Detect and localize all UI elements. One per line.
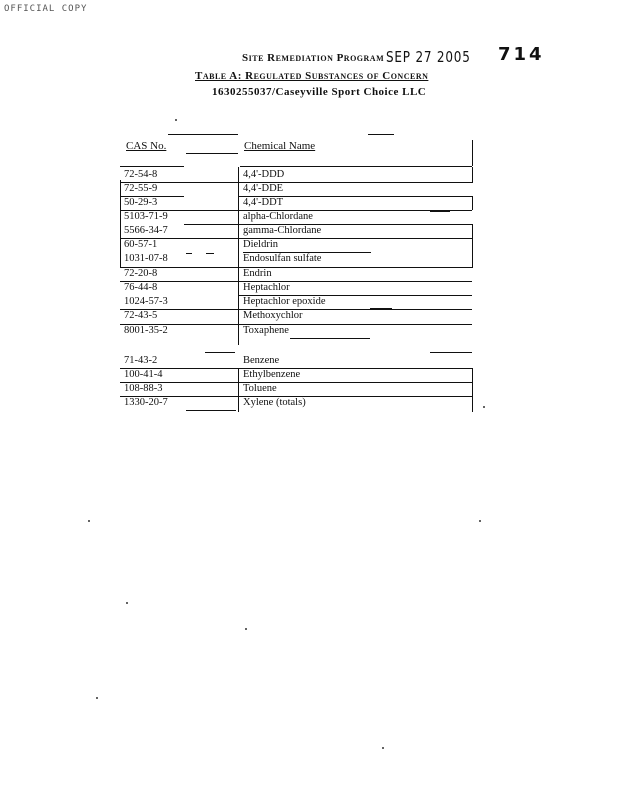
scan-speck [483,406,485,408]
cas-number: 72-55-9 [124,183,158,194]
table-title: Table A: Regulated Substances of Concern [195,70,429,82]
table-rule [120,166,184,167]
table-rule [186,410,236,411]
chemical-name: Endosulfan sulfate [243,253,322,264]
table-rule [430,352,472,353]
cas-number: 1330-20-7 [124,397,168,408]
program-title: Site Remediation Program [242,52,385,64]
cas-number: 72-54-8 [124,169,158,180]
chemical-name: Toxaphene [243,325,289,336]
cas-number: 100-41-4 [124,369,163,380]
table-rule [472,368,473,412]
table-rule [120,180,121,268]
table-rule [238,368,239,412]
cas-number: 8001-35-2 [124,325,168,336]
chemical-name: alpha-Chlordane [243,211,313,222]
table-rule [430,211,450,212]
scan-speck [88,520,90,522]
table-rule [120,182,472,183]
cas-number: 72-43-5 [124,310,158,321]
chemical-name: Xylene (totals) [243,397,306,408]
chemical-name: 4,4'-DDT [243,197,284,208]
table-rule [368,134,394,135]
scan-speck [126,602,128,604]
chemical-name: Endrin [243,268,272,279]
scan-speck [382,747,384,749]
cas-number: 1024-57-3 [124,296,168,307]
table-rule [472,224,473,268]
table-rule [472,167,473,183]
cas-number: 71-43-2 [124,355,158,366]
table-rule [120,382,472,383]
chemical-name: Dieldrin [243,239,278,250]
chemical-name: Heptachlor [243,282,290,293]
table-rule [472,196,473,210]
cas-number: 108-88-3 [124,383,163,394]
table-rule [168,134,238,135]
table-rule [120,324,472,325]
site-identifier: 1630255037/Caseyville Sport Choice LLC [212,86,427,98]
table-rule [184,224,238,225]
scan-speck [96,697,98,699]
chemical-name: Methoxychlor [243,310,303,321]
cas-number: 5103-71-9 [124,211,168,222]
chemical-name: Benzene [243,355,280,366]
table-rule [186,253,192,254]
chemical-name: gamma-Chlordane [243,225,322,236]
scan-speck [175,119,177,121]
table-rule [206,253,214,254]
column-header-chemical-name: Chemical Name [244,140,316,152]
page-number: 714 [498,44,545,65]
cas-number: 60-57-1 [124,239,158,250]
table-rule [290,338,370,339]
table-rule [370,308,392,309]
chemical-name: 4,4'-DDE [243,183,284,194]
table-rule [238,167,239,345]
cas-number: 72-20-8 [124,268,158,279]
cas-number: 1031-07-8 [124,253,168,264]
scan-speck [245,628,247,630]
cas-number: 76-44-8 [124,282,158,293]
table-rule [120,267,472,268]
table-rule [205,352,235,353]
scan-speck [479,520,481,522]
column-header-cas: CAS No. [126,140,167,152]
chemical-name: Ethylbenzene [243,369,301,380]
table-rule [120,238,472,239]
official-copy-stamp: OFFICIAL COPY [4,4,88,14]
cas-number: 50-29-3 [124,197,158,208]
table-rule [240,166,472,167]
chemical-name: Heptachlor epoxide [243,296,326,307]
table-rule [472,140,473,166]
table-rule [186,153,238,154]
received-date-stamp: SEP 27 2005 [386,48,471,66]
chemical-name: Toluene [243,383,277,394]
chemical-name: 4,4'-DDD [243,169,285,180]
cas-number: 5566-34-7 [124,225,168,236]
